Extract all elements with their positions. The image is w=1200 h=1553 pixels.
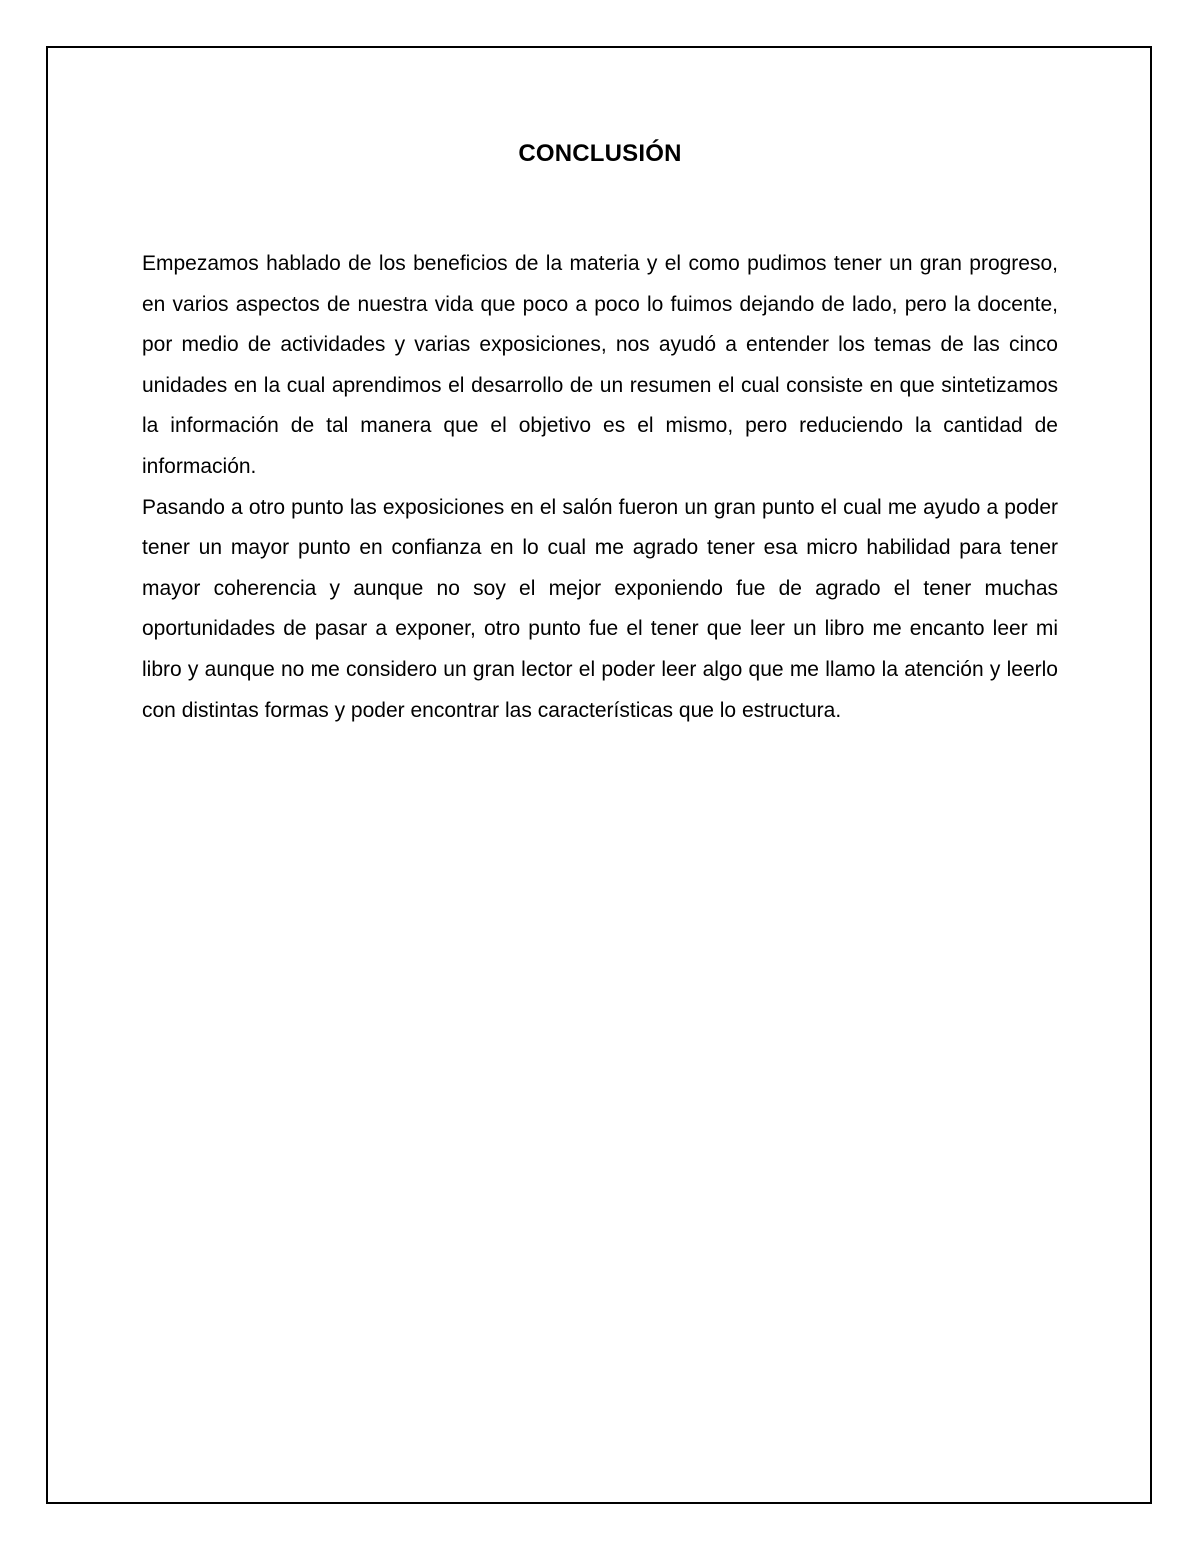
paragraph-1: Empezamos hablado de los beneficios de la materia y el como pudimos tener un gran progreso, en varios aspectos de nuestra vida que poco a poco lo fuimos dejando de lado, pero la docente, por medio de actividades y varias exposiciones, nos ayudó a entender los temas de las cinco unidades en la cual aprendimos el desarrollo de un resumen el cual consiste en que sintetizamos la información de tal manera que el objetivo es el mismo, pero reduciendo la cantidad de información. xyxy=(142,252,1058,478)
document-body xyxy=(142,244,1058,731)
paragraph-2: Pasando a otro punto las exposiciones en el salón fueron un gran punto el cual me ayudo a poder tener un mayor punto en confianza en lo cual me agrado tener esa micro habilidad para tener mayor coherencia y aunque no soy el mejor exponiendo fue de agrado el tener muchas oportunidades de pasar a exponer, otro punto fue el tener que leer un libro me encanto leer mi libro y aunque no me considero un gran lector el poder leer algo que me llamo la atención y leerlo con distintas formas y poder encontrar las características que lo estructura. xyxy=(142,495,1058,722)
document-title: CONCLUSIÓN xyxy=(518,140,682,167)
